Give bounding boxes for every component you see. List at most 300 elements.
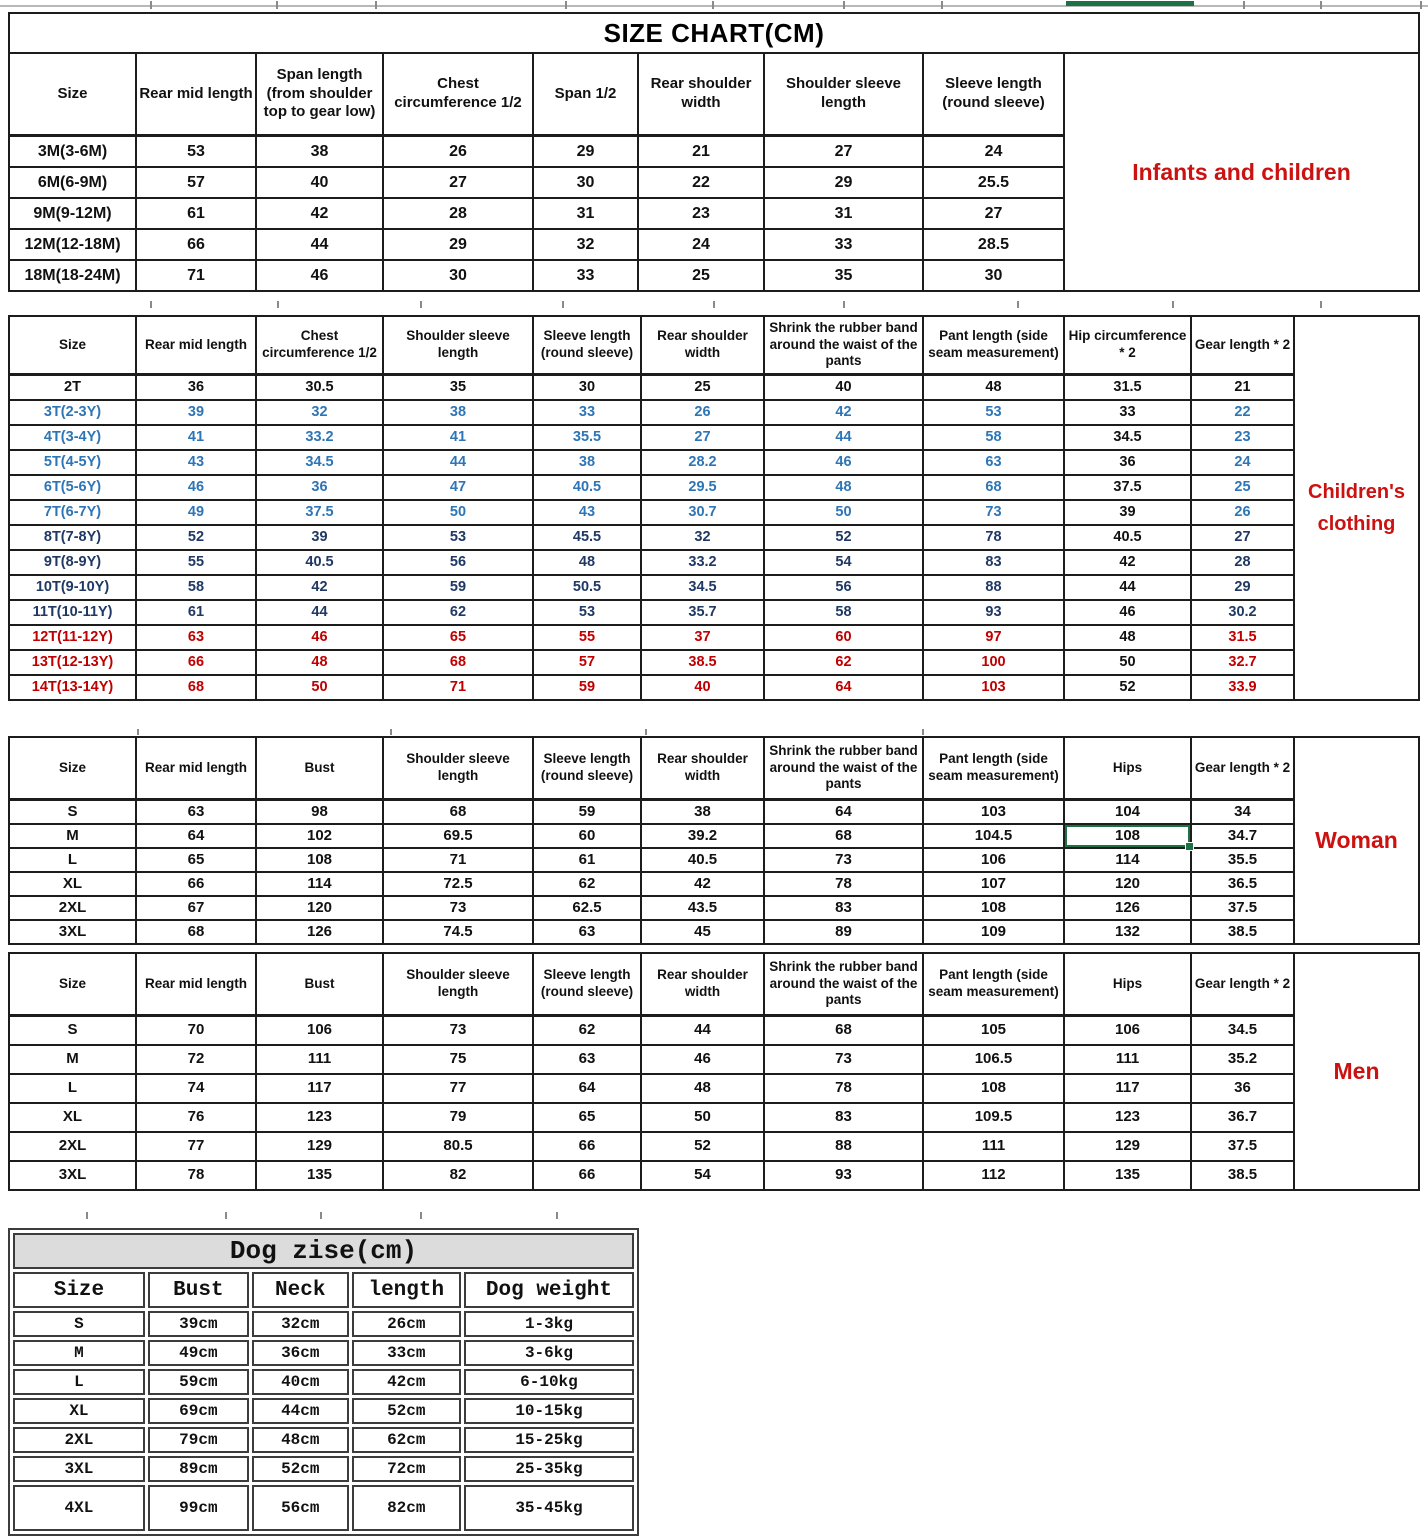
value-cell[interactable]: 53 (136, 136, 256, 168)
value-cell[interactable]: 40 (641, 675, 764, 700)
value-cell[interactable]: 40 (256, 167, 383, 198)
value-cell[interactable]: 129 (256, 1132, 383, 1161)
value-cell[interactable]: 112 (923, 1161, 1064, 1190)
value-cell[interactable]: 44 (764, 425, 923, 450)
value-cell[interactable]: 30 (533, 167, 638, 198)
value-cell[interactable]: 72cm (352, 1456, 461, 1482)
value-cell[interactable]: 37.5 (1064, 475, 1191, 500)
value-cell[interactable]: 50 (641, 1103, 764, 1132)
value-cell[interactable]: 35 (764, 260, 923, 291)
value-cell[interactable]: 52cm (352, 1398, 461, 1424)
value-cell[interactable]: 59 (533, 675, 641, 700)
value-cell[interactable]: 35.2 (1191, 1045, 1294, 1074)
value-cell[interactable]: 29 (383, 229, 533, 260)
value-cell[interactable]: 106 (1064, 1016, 1191, 1046)
value-cell[interactable]: 34.5 (1191, 1016, 1294, 1046)
value-cell[interactable]: 58 (764, 600, 923, 625)
value-cell[interactable]: 64 (764, 675, 923, 700)
value-cell[interactable]: 71 (383, 675, 533, 700)
value-cell[interactable]: 6-10kg (464, 1369, 634, 1395)
value-cell[interactable]: 62cm (352, 1427, 461, 1453)
value-cell[interactable]: 106.5 (923, 1045, 1064, 1074)
value-cell[interactable]: 1-3kg (464, 1311, 634, 1337)
value-cell[interactable]: 34.5 (1064, 425, 1191, 450)
value-cell[interactable]: 26 (1191, 500, 1294, 525)
value-cell[interactable]: 46 (641, 1045, 764, 1074)
row-size-cell[interactable]: 3XL (9, 920, 136, 944)
value-cell[interactable]: 25 (638, 260, 764, 291)
value-cell[interactable]: 108 (256, 848, 383, 872)
value-cell[interactable]: 106 (256, 1016, 383, 1046)
value-cell[interactable]: 27 (1191, 525, 1294, 550)
value-cell[interactable]: 50 (383, 500, 533, 525)
value-cell[interactable]: 46 (1064, 600, 1191, 625)
value-cell[interactable]: 79cm (148, 1427, 249, 1453)
row-size-cell[interactable]: 3XL (13, 1456, 145, 1482)
value-cell[interactable]: 73 (383, 896, 533, 920)
value-cell[interactable]: 68 (383, 800, 533, 825)
value-cell[interactable]: 70 (136, 1016, 256, 1046)
value-cell[interactable]: 74.5 (383, 920, 533, 944)
value-cell[interactable]: 22 (1191, 400, 1294, 425)
value-cell[interactable]: 33.2 (256, 425, 383, 450)
value-cell[interactable]: 29 (764, 167, 923, 198)
value-cell[interactable]: 33cm (352, 1340, 461, 1366)
row-size-cell[interactable]: 12M(12-18M) (9, 229, 136, 260)
value-cell[interactable]: 26cm (352, 1311, 461, 1337)
value-cell[interactable]: 55 (136, 550, 256, 575)
value-cell[interactable]: 35-45kg (464, 1485, 634, 1531)
value-cell[interactable]: 60 (533, 824, 641, 848)
value-cell[interactable]: 78 (923, 525, 1064, 550)
row-size-cell[interactable]: 18M(18-24M) (9, 260, 136, 291)
value-cell[interactable]: 48cm (252, 1427, 349, 1453)
row-size-cell[interactable]: 4XL (13, 1485, 145, 1531)
value-cell[interactable]: 24 (1191, 450, 1294, 475)
value-cell[interactable]: 129 (1064, 1132, 1191, 1161)
value-cell[interactable]: 38.5 (1191, 920, 1294, 944)
value-cell[interactable]: 31.5 (1191, 625, 1294, 650)
value-cell[interactable]: 39.2 (641, 824, 764, 848)
value-cell[interactable]: 63 (923, 450, 1064, 475)
value-cell[interactable]: 120 (256, 896, 383, 920)
value-cell[interactable]: 30.7 (641, 500, 764, 525)
value-cell[interactable]: 30 (383, 260, 533, 291)
value-cell[interactable]: 34.5 (641, 575, 764, 600)
value-cell[interactable]: 44 (1064, 575, 1191, 600)
value-cell[interactable]: 35 (383, 375, 533, 401)
value-cell[interactable]: 57 (533, 650, 641, 675)
row-size-cell[interactable]: 4T(3-4Y) (9, 425, 136, 450)
value-cell[interactable]: 76 (136, 1103, 256, 1132)
value-cell[interactable]: 36.5 (1191, 872, 1294, 896)
value-cell[interactable]: 33.2 (641, 550, 764, 575)
value-cell[interactable]: 42 (641, 872, 764, 896)
value-cell[interactable]: 99cm (148, 1485, 249, 1531)
value-cell[interactable]: 60 (764, 625, 923, 650)
value-cell[interactable]: 108 (923, 896, 1064, 920)
value-cell[interactable]: 59 (383, 575, 533, 600)
value-cell[interactable]: 15-25kg (464, 1427, 634, 1453)
row-size-cell[interactable]: M (13, 1340, 145, 1366)
row-size-cell[interactable]: 3M(3-6M) (9, 136, 136, 168)
value-cell[interactable]: 62 (533, 872, 641, 896)
value-cell[interactable]: 37.5 (256, 500, 383, 525)
row-size-cell[interactable]: 3T(2-3Y) (9, 400, 136, 425)
value-cell[interactable]: 30 (533, 375, 641, 401)
value-cell[interactable]: 21 (638, 136, 764, 168)
value-cell[interactable]: 46 (764, 450, 923, 475)
value-cell[interactable]: 28.2 (641, 450, 764, 475)
value-cell[interactable]: 56 (764, 575, 923, 600)
value-cell[interactable]: 44cm (252, 1398, 349, 1424)
value-cell[interactable]: 40.5 (641, 848, 764, 872)
value-cell[interactable]: 25 (1191, 475, 1294, 500)
value-cell[interactable]: 27 (923, 198, 1064, 229)
value-cell[interactable]: 33 (533, 400, 641, 425)
value-cell[interactable]: 63 (533, 920, 641, 944)
row-size-cell[interactable]: S (13, 1311, 145, 1337)
value-cell[interactable]: 104 (1064, 800, 1191, 825)
value-cell[interactable]: 69.5 (383, 824, 533, 848)
value-cell[interactable]: 34.5 (256, 450, 383, 475)
value-cell[interactable]: 52 (1064, 675, 1191, 700)
value-cell[interactable]: 69cm (148, 1398, 249, 1424)
value-cell[interactable]: 38 (533, 450, 641, 475)
value-cell[interactable]: 65 (383, 625, 533, 650)
value-cell[interactable]: 106 (923, 848, 1064, 872)
value-cell[interactable]: 48 (1064, 625, 1191, 650)
value-cell[interactable]: 21 (1191, 375, 1294, 401)
value-cell[interactable]: 108 (923, 1074, 1064, 1103)
value-cell[interactable]: 32cm (252, 1311, 349, 1337)
row-size-cell[interactable]: 2XL (13, 1427, 145, 1453)
value-cell[interactable]: 68 (383, 650, 533, 675)
row-size-cell[interactable]: 2XL (9, 1132, 136, 1161)
row-size-cell[interactable]: 5T(4-5Y) (9, 450, 136, 475)
row-size-cell[interactable]: 9M(9-12M) (9, 198, 136, 229)
value-cell[interactable]: 109.5 (923, 1103, 1064, 1132)
value-cell[interactable]: 40cm (252, 1369, 349, 1395)
value-cell[interactable]: 22 (638, 167, 764, 198)
value-cell[interactable]: 43 (136, 450, 256, 475)
value-cell[interactable]: 36 (136, 375, 256, 401)
value-cell[interactable]: 100 (923, 650, 1064, 675)
value-cell[interactable]: 33 (533, 260, 638, 291)
value-cell[interactable]: 72.5 (383, 872, 533, 896)
row-size-cell[interactable]: 12T(11-12Y) (9, 625, 136, 650)
value-cell[interactable]: 53 (533, 600, 641, 625)
value-cell[interactable]: 111 (923, 1132, 1064, 1161)
value-cell[interactable]: 30.2 (1191, 600, 1294, 625)
value-cell[interactable]: 123 (256, 1103, 383, 1132)
value-cell[interactable]: 66 (136, 872, 256, 896)
value-cell[interactable]: 66 (533, 1132, 641, 1161)
value-cell[interactable]: 62 (764, 650, 923, 675)
value-cell[interactable]: 36cm (252, 1340, 349, 1366)
value-cell[interactable]: 59cm (148, 1369, 249, 1395)
value-cell[interactable]: 52 (136, 525, 256, 550)
value-cell[interactable]: 28 (1191, 550, 1294, 575)
value-cell[interactable]: 66 (136, 229, 256, 260)
value-cell[interactable]: 35.5 (533, 425, 641, 450)
value-cell[interactable]: 36 (1064, 450, 1191, 475)
value-cell[interactable]: 33.9 (1191, 675, 1294, 700)
row-size-cell[interactable]: L (9, 1074, 136, 1103)
value-cell[interactable]: 36.7 (1191, 1103, 1294, 1132)
value-cell[interactable]: 36 (1191, 1074, 1294, 1103)
value-cell[interactable]: 43 (533, 500, 641, 525)
value-cell[interactable]: 117 (256, 1074, 383, 1103)
value-cell[interactable]: 63 (533, 1045, 641, 1074)
value-cell[interactable]: 50 (1064, 650, 1191, 675)
value-cell[interactable]: 33 (764, 229, 923, 260)
value-cell[interactable]: 50 (256, 675, 383, 700)
value-cell[interactable]: 88 (923, 575, 1064, 600)
value-cell[interactable]: 39 (1064, 500, 1191, 525)
value-cell[interactable]: 40 (764, 375, 923, 401)
value-cell[interactable]: 58 (923, 425, 1064, 450)
value-cell[interactable]: 27 (383, 167, 533, 198)
value-cell[interactable]: 25.5 (923, 167, 1064, 198)
row-size-cell[interactable]: XL (13, 1398, 145, 1424)
value-cell[interactable]: 126 (1064, 896, 1191, 920)
value-cell[interactable]: 73 (764, 848, 923, 872)
value-cell[interactable]: 45 (641, 920, 764, 944)
value-cell[interactable]: 55 (533, 625, 641, 650)
value-cell[interactable]: 36 (256, 475, 383, 500)
value-cell[interactable]: 43.5 (641, 896, 764, 920)
value-cell[interactable]: 74 (136, 1074, 256, 1103)
row-size-cell[interactable]: XL (9, 872, 136, 896)
value-cell[interactable]: 30 (923, 260, 1064, 291)
value-cell[interactable]: 80.5 (383, 1132, 533, 1161)
value-cell[interactable]: 34.7 (1191, 824, 1294, 848)
value-cell[interactable]: 23 (638, 198, 764, 229)
value-cell[interactable]: 114 (256, 872, 383, 896)
value-cell[interactable]: 77 (136, 1132, 256, 1161)
value-cell[interactable]: 38.5 (641, 650, 764, 675)
value-cell[interactable]: 68 (136, 920, 256, 944)
value-cell[interactable]: 45.5 (533, 525, 641, 550)
value-cell[interactable]: 111 (256, 1045, 383, 1074)
value-cell[interactable]: 39cm (148, 1311, 249, 1337)
row-size-cell[interactable]: 3XL (9, 1161, 136, 1190)
value-cell[interactable]: 61 (533, 848, 641, 872)
value-cell[interactable]: 42 (1064, 550, 1191, 575)
row-size-cell[interactable]: 11T(10-11Y) (9, 600, 136, 625)
value-cell[interactable]: 42 (764, 400, 923, 425)
value-cell[interactable]: 68 (764, 1016, 923, 1046)
value-cell[interactable]: 27 (764, 136, 923, 168)
value-cell[interactable]: 88 (764, 1132, 923, 1161)
value-cell[interactable]: 29.5 (641, 475, 764, 500)
value-cell[interactable]: 79 (383, 1103, 533, 1132)
value-cell[interactable]: 78 (764, 1074, 923, 1103)
value-cell[interactable]: 93 (923, 600, 1064, 625)
value-cell[interactable]: 102 (256, 824, 383, 848)
value-cell[interactable]: 89 (764, 920, 923, 944)
value-cell[interactable]: 104.5 (923, 824, 1064, 848)
value-cell[interactable]: 82 (383, 1161, 533, 1190)
value-cell[interactable]: 72 (136, 1045, 256, 1074)
row-size-cell[interactable]: 2T (9, 375, 136, 401)
value-cell[interactable]: 49cm (148, 1340, 249, 1366)
value-cell[interactable]: 44 (641, 1016, 764, 1046)
row-size-cell[interactable]: 9T(8-9Y) (9, 550, 136, 575)
value-cell[interactable]: 65 (136, 848, 256, 872)
value-cell[interactable]: 123 (1064, 1103, 1191, 1132)
value-cell[interactable]: 57 (136, 167, 256, 198)
value-cell[interactable]: 68 (923, 475, 1064, 500)
value-cell[interactable]: 135 (1064, 1161, 1191, 1190)
value-cell[interactable]: 64 (764, 800, 923, 825)
value-cell[interactable]: 25 (641, 375, 764, 401)
value-cell[interactable]: 105 (923, 1016, 1064, 1046)
value-cell[interactable]: 56cm (252, 1485, 349, 1531)
value-cell[interactable]: 10-15kg (464, 1398, 634, 1424)
value-cell[interactable]: 103 (923, 675, 1064, 700)
value-cell[interactable]: 97 (923, 625, 1064, 650)
value-cell[interactable]: 23 (1191, 425, 1294, 450)
value-cell[interactable]: 52cm (252, 1456, 349, 1482)
value-cell[interactable]: 41 (383, 425, 533, 450)
value-cell[interactable]: 73 (923, 500, 1064, 525)
value-cell[interactable]: 38 (256, 136, 383, 168)
row-size-cell[interactable]: XL (9, 1103, 136, 1132)
value-cell[interactable]: 73 (383, 1016, 533, 1046)
value-cell[interactable]: 29 (533, 136, 638, 168)
value-cell[interactable]: 48 (641, 1074, 764, 1103)
value-cell[interactable]: 41 (136, 425, 256, 450)
value-cell[interactable]: 62 (533, 1016, 641, 1046)
value-cell[interactable]: 28 (383, 198, 533, 229)
value-cell[interactable]: 24 (638, 229, 764, 260)
row-size-cell[interactable]: M (9, 1045, 136, 1074)
row-size-cell[interactable]: 2XL (9, 896, 136, 920)
value-cell[interactable]: 50.5 (533, 575, 641, 600)
value-cell[interactable]: 34 (1191, 800, 1294, 825)
value-cell[interactable]: 32 (533, 229, 638, 260)
value-cell[interactable]: 48 (533, 550, 641, 575)
value-cell[interactable]: 65 (533, 1103, 641, 1132)
value-cell[interactable]: 40.5 (256, 550, 383, 575)
value-cell[interactable]: 61 (136, 198, 256, 229)
value-cell[interactable]: 32.7 (1191, 650, 1294, 675)
value-cell[interactable]: 78 (136, 1161, 256, 1190)
value-cell[interactable]: 44 (256, 229, 383, 260)
value-cell[interactable]: 71 (136, 260, 256, 291)
value-cell[interactable]: 98 (256, 800, 383, 825)
value-cell[interactable]: 107 (923, 872, 1064, 896)
value-cell[interactable]: 132 (1064, 920, 1191, 944)
value-cell[interactable]: 89cm (148, 1456, 249, 1482)
value-cell[interactable]: 58 (136, 575, 256, 600)
value-cell[interactable]: 103 (923, 800, 1064, 825)
value-cell[interactable]: 3-6kg (464, 1340, 634, 1366)
value-cell[interactable]: 30.5 (256, 375, 383, 401)
value-cell[interactable]: 42 (256, 198, 383, 229)
value-cell[interactable]: 54 (764, 550, 923, 575)
value-cell[interactable]: 83 (764, 896, 923, 920)
value-cell[interactable]: 111 (1064, 1045, 1191, 1074)
value-cell[interactable]: 53 (383, 525, 533, 550)
value-cell[interactable]: 63 (136, 800, 256, 825)
value-cell[interactable]: 56 (383, 550, 533, 575)
value-cell[interactable]: 24 (923, 136, 1064, 168)
row-size-cell[interactable]: L (9, 848, 136, 872)
value-cell[interactable]: 62.5 (533, 896, 641, 920)
value-cell[interactable]: 32 (641, 525, 764, 550)
value-cell[interactable]: 73 (764, 1045, 923, 1074)
value-cell[interactable]: 31 (764, 198, 923, 229)
value-cell[interactable]: 37.5 (1191, 1132, 1294, 1161)
value-cell[interactable]: 42 (256, 575, 383, 600)
value-cell[interactable]: 109 (923, 920, 1064, 944)
value-cell[interactable]: 44 (383, 450, 533, 475)
value-cell[interactable]: 35.7 (641, 600, 764, 625)
value-cell[interactable]: 68 (136, 675, 256, 700)
row-size-cell[interactable]: S (9, 800, 136, 825)
value-cell[interactable]: 62 (383, 600, 533, 625)
row-size-cell[interactable]: M (9, 824, 136, 848)
value-cell[interactable]: 33 (1064, 400, 1191, 425)
value-cell[interactable]: 39 (136, 400, 256, 425)
value-cell[interactable]: 64 (136, 824, 256, 848)
value-cell[interactable]: 46 (256, 260, 383, 291)
value-cell[interactable]: 78 (764, 872, 923, 896)
value-cell[interactable]: 52 (641, 1132, 764, 1161)
row-size-cell[interactable]: 7T(6-7Y) (9, 500, 136, 525)
row-size-cell[interactable]: 8T(7-8Y) (9, 525, 136, 550)
value-cell[interactable]: 40.5 (1064, 525, 1191, 550)
value-cell[interactable]: 114 (1064, 848, 1191, 872)
value-cell[interactable]: 59 (533, 800, 641, 825)
value-cell[interactable]: 66 (136, 650, 256, 675)
value-cell[interactable]: 35.5 (1191, 848, 1294, 872)
value-cell[interactable]: 38.5 (1191, 1161, 1294, 1190)
value-cell[interactable]: 64 (533, 1074, 641, 1103)
value-cell[interactable]: 66 (533, 1161, 641, 1190)
row-size-cell[interactable]: 10T(9-10Y) (9, 575, 136, 600)
value-cell[interactable]: 135 (256, 1161, 383, 1190)
value-cell[interactable]: 39 (256, 525, 383, 550)
value-cell[interactable]: 77 (383, 1074, 533, 1103)
value-cell[interactable]: 29 (1191, 575, 1294, 600)
value-cell[interactable]: 26 (641, 400, 764, 425)
value-cell[interactable]: 52 (764, 525, 923, 550)
value-cell[interactable]: 38 (383, 400, 533, 425)
value-cell[interactable]: 50 (764, 500, 923, 525)
value-cell[interactable]: 82cm (352, 1485, 461, 1531)
value-cell[interactable]: 83 (764, 1103, 923, 1132)
value-cell[interactable]: 93 (764, 1161, 923, 1190)
row-size-cell[interactable]: 6T(5-6Y) (9, 475, 136, 500)
value-cell[interactable]: 75 (383, 1045, 533, 1074)
value-cell[interactable]: 38 (641, 800, 764, 825)
value-cell[interactable]: 54 (641, 1161, 764, 1190)
value-cell[interactable]: 47 (383, 475, 533, 500)
value-cell[interactable]: 31 (533, 198, 638, 229)
value-cell[interactable]: 46 (256, 625, 383, 650)
value-cell[interactable]: 63 (136, 625, 256, 650)
value-cell[interactable]: 120 (1064, 872, 1191, 896)
value-cell[interactable]: 48 (764, 475, 923, 500)
value-cell[interactable]: 32 (256, 400, 383, 425)
value-cell[interactable]: 46 (136, 475, 256, 500)
row-size-cell[interactable]: 13T(12-13Y) (9, 650, 136, 675)
value-cell[interactable]: 67 (136, 896, 256, 920)
